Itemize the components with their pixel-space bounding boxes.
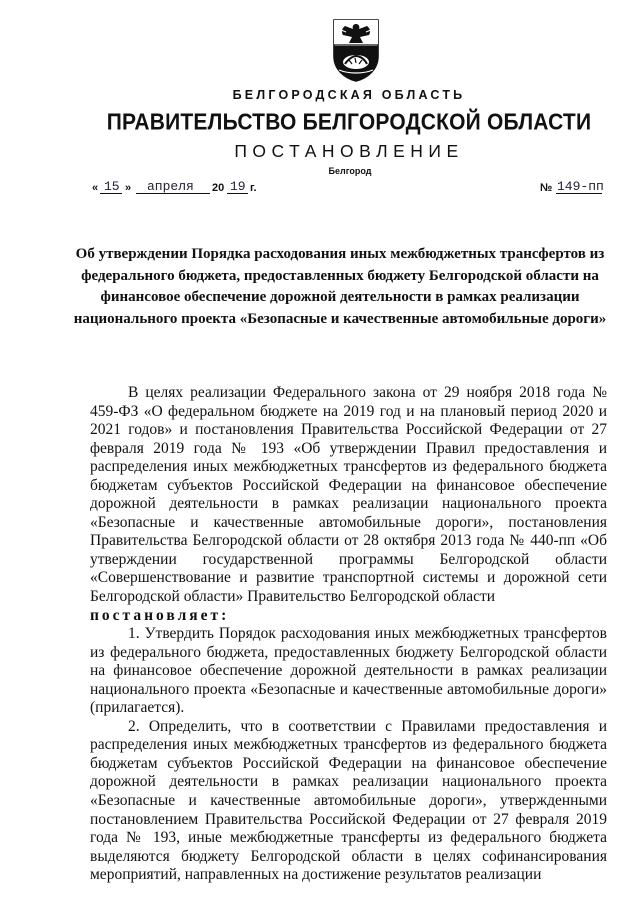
resolves-word: постановляет: [90, 606, 230, 624]
document-number: 149-пп [557, 179, 604, 194]
preamble-paragraph: В целях реализации Федерального закона от 29 ноября 2018 года № 459-ФЗ «О федеральном бюджете на 2019 год и на плановый период 2020 и 2021 годов» и постановления Правительства Российской Федерации от 27 февраля 2019 года № 193 «Об утверждении Правил предоставления и распределения иных межбюджетных трансфертов из федерального бюджета бюджетам субъектов Российской Федерации на финансовое обеспечение дорожной деятельности в рамках реализации национального проекта «Безопасные и качественные автомобильные дороги», постановления Правительства Белгородской области от 28 октября 2013 года № 440-пп «Об утверждении государственной программы Белгородской области «Совершенствование и развитие транспортной системы и дорожной сети Белгородской области» Правительство Белгородской области [90, 384, 607, 606]
year-underline [227, 193, 248, 194]
date-day: 15 [104, 179, 120, 194]
date-year-prefix: 20 [212, 182, 225, 194]
number-label: № [540, 182, 553, 194]
date-close-quote: » [125, 182, 132, 194]
date-year-suffix: 19 [230, 179, 246, 194]
resolves-line [90, 607, 607, 626]
date-number-line [92, 176, 612, 198]
date-month: апреля [147, 179, 194, 194]
city-name: Белгород [328, 166, 372, 176]
government-name: ПРАВИТЕЛЬСТВО БЕЛГОРОДСКОЙ ОБЛАСТИ [106, 110, 592, 135]
document-title: Об утверждении Порядка расходования иных межбюджетных трансфертов из федерального бюджета, предоставленных бюджету Белгородской области на финансовое обеспечение дорожной деятельности в рамках реализации национального проекта «Безопасные и качественные автомобильные дороги» [73, 246, 607, 327]
document-type: ПОСТАНОВЛЕНИЕ [234, 141, 464, 161]
date-open-quote: « [92, 182, 99, 194]
date-year-abbr: г. [250, 182, 257, 194]
document-body [90, 384, 607, 885]
region-name: БЕЛГОРОДСКАЯ ОБЛАСТЬ [232, 88, 466, 102]
item-2-paragraph: 2. Определить, что в соответствии с Правилами предоставления и распределения иных межбюджетных трансфертов из федерального бюджета бюджетам субъектов Российской Федерации на финансовое обеспечение дорожной деятельности в рамках реализации национального проекта «Безопасные и качественные автомобильные дороги», утвержденными постановлением Правительства Российской Федерации от 27 февраля 2019 года № 193, иные межбюджетные трансферты из федерального бюджета выделяются бюджету Белгородской области в целях софинансирования мероприятий, направленных на достижение результатов реализации [90, 717, 607, 884]
month-underline [136, 193, 210, 194]
number-underline [556, 193, 602, 194]
day-underline [100, 193, 122, 194]
coat-of-arms-emblem [331, 18, 381, 82]
item-1-paragraph: 1. Утвердить Порядок расходования иных межбюджетных трансфертов из федерального бюджета, предоставленных бюджету Белгородской области на финансовое обеспечение дорожной деятельности в рамках реализации национального проекта «Безопасные и качественные автомобильные дороги» (прилагается). [90, 625, 607, 717]
